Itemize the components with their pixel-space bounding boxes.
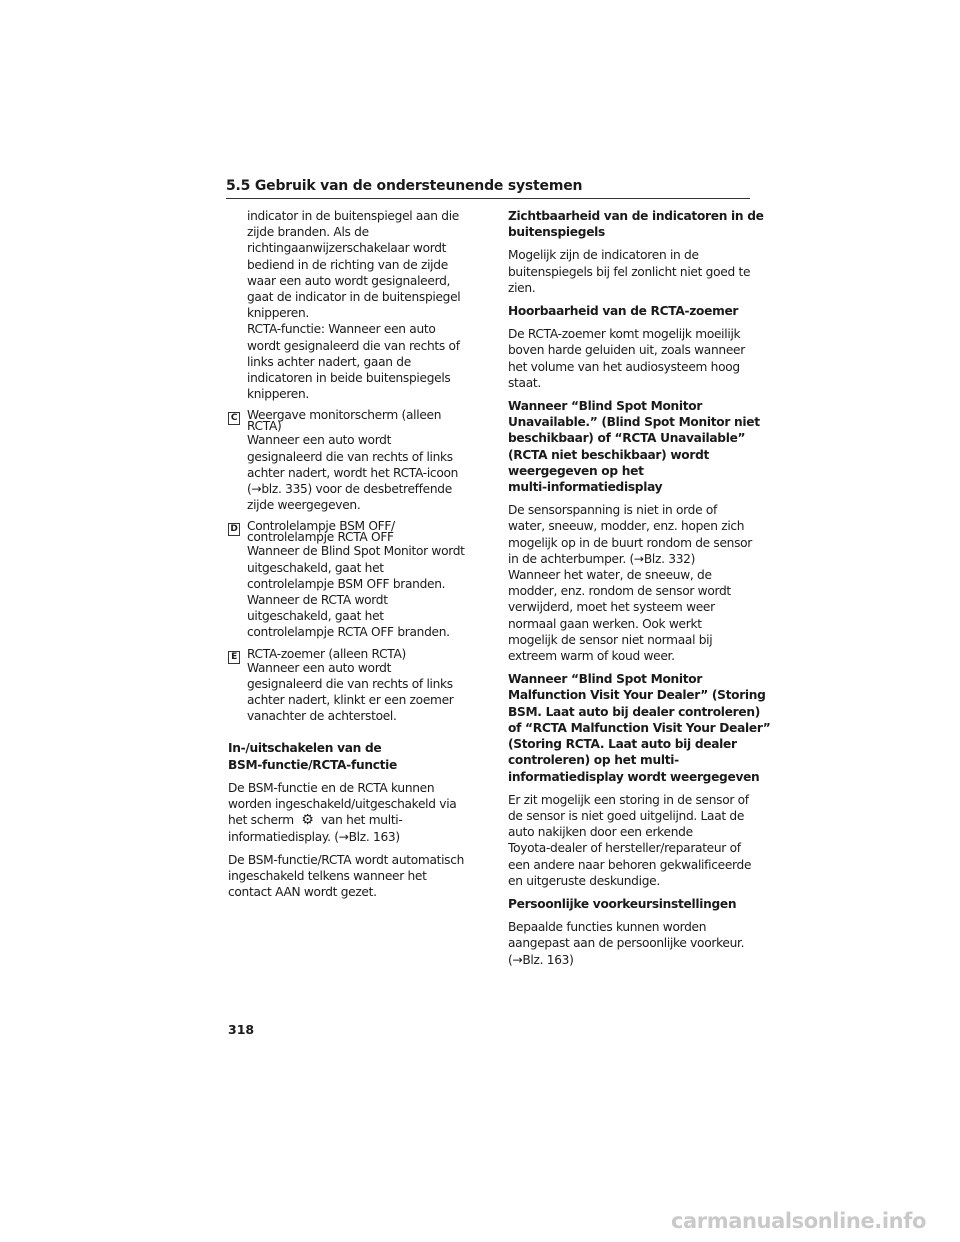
heading-line: beschikbaar) of “RCTA Unavailable” xyxy=(508,431,746,446)
body-line: mogelijk op in de buurt rondom de sensor xyxy=(508,535,753,550)
legend-badge: E xyxy=(228,651,240,664)
body-line: ingeschakeld telkens wanneer het xyxy=(228,868,427,883)
body-line: De BSM-functie/RCTA wordt automatisch xyxy=(228,852,465,867)
heading-line: Wanneer “Blind Spot Monitor xyxy=(508,672,703,687)
body-line: verwijderd, moet het systeem weer xyxy=(508,600,715,615)
section-body xyxy=(508,247,754,296)
body-line: zijde weergegeven. xyxy=(247,498,361,513)
body-line: Wanneer de RCTA wordt xyxy=(247,593,388,608)
heading-line: BSM-functie/RCTA-functie xyxy=(228,757,397,772)
intro-line: wordt gesignaleerd die van rechts of xyxy=(247,338,460,353)
left-column xyxy=(228,208,478,900)
legend-item xyxy=(228,410,478,513)
intro-line: indicator in de buitenspiegel aan die xyxy=(247,209,459,223)
body-line: gesignaleerd die van rechts of links xyxy=(247,676,453,691)
heading-line: BSM. Laat auto bij dealer controleren) xyxy=(508,704,760,719)
body-line: Toyota-dealer of hersteller/reparateur of xyxy=(508,841,741,856)
intro-line: zijde branden. Als de xyxy=(247,225,369,240)
intro-line: RCTA-functie: Wanneer een auto xyxy=(247,322,436,337)
legend-badge: C xyxy=(228,412,240,425)
body-line: en uitgeruste deskundige. xyxy=(508,873,660,888)
onoff-paragraph-2 xyxy=(228,852,478,901)
body-line: aangepast aan de persoonlijke voorkeur. xyxy=(508,936,745,951)
right-column xyxy=(508,208,771,968)
body-line: controlelampje BSM OFF branden. xyxy=(247,576,446,591)
section-heading xyxy=(508,671,771,784)
page-number: 318 xyxy=(228,1022,255,1037)
onoff-heading xyxy=(228,740,478,772)
intro-line: knipperen. xyxy=(247,306,309,321)
body-line: extreem warm of koud weer. xyxy=(508,649,675,664)
intro-line: indicatoren in beide buitenspiegels xyxy=(247,371,451,386)
heading-line: informatiedisplay wordt weergegeven xyxy=(508,769,760,784)
heading-line: multi-informatiedisplay xyxy=(508,480,663,495)
watermark: carmanualsonline.info xyxy=(670,1209,926,1233)
section-header: 5.5 Gebruik van de ondersteunende systemen xyxy=(226,178,750,199)
title-line: Weergave monitorscherm (alleen xyxy=(247,408,442,423)
intro-line: knipperen. xyxy=(247,387,309,402)
body-line: achter nadert, klinkt er een zoemer xyxy=(247,693,454,708)
legend-item-body xyxy=(247,660,478,725)
intro-line: bediend in de richting van de zijde xyxy=(247,257,448,272)
body-line: Er zit mogelijk een storing in de sensor of xyxy=(508,792,749,807)
body-line: De sensorspanning is niet in orde of xyxy=(508,503,718,518)
body-line: mogelijk de sensor niet normaal bij xyxy=(508,632,713,647)
legend-item-body xyxy=(247,543,478,640)
intro-line: waar een auto wordt gesignaleerd, xyxy=(247,273,451,288)
heading-line: controleren) op het multi- xyxy=(508,753,679,768)
heading-line: Persoonlijke voorkeursinstellingen xyxy=(508,896,737,911)
heading-line: (Storing RCTA. Laat auto bij dealer xyxy=(508,737,737,752)
heading-line: Malfunction Visit Your Dealer” (Storing xyxy=(508,688,766,703)
body-line: buitenspiegels bij fel zonlicht niet goed te xyxy=(508,264,751,279)
heading-line: (RCTA niet beschikbaar) wordt xyxy=(508,447,710,462)
section-heading xyxy=(508,398,760,495)
body-line: Wanneer de Blind Spot Monitor wordt xyxy=(247,544,465,559)
body-line: vanachter de achterstoel. xyxy=(247,709,397,724)
section-heading xyxy=(508,303,754,319)
heading-line: Zichtbaarheid van de indicatoren in de xyxy=(508,209,764,223)
body-line: uitgeschakeld, gaat het xyxy=(247,609,384,624)
body-line: De RCTA-zoemer komt mogelijk moeilijk xyxy=(508,327,741,342)
title-line: RCTA) xyxy=(247,419,282,434)
heading-line: Unavailable.” (Blind Spot Monitor niet xyxy=(508,415,760,430)
heading-line: Wanneer “Blind Spot Monitor xyxy=(508,399,703,414)
onoff-paragraph: De BSM-functie en de RCTA kunnen worden ingeschakeld/uitgeschakeld via het scherm ⚙ van het multi- informatiedisplay. (→Blz. 163) xyxy=(228,780,457,844)
legend-item-title xyxy=(247,646,478,661)
heading-line: of “RCTA Malfunction Visit Your Dealer” xyxy=(508,720,771,735)
body-line: Bepaalde functies kunnen worden xyxy=(508,920,707,935)
body-line: het volume van het audiosysteem hoog xyxy=(508,359,740,374)
body-line: auto nakijken door een erkende xyxy=(508,825,693,840)
section-body xyxy=(508,502,754,664)
title-line: Controlelampje BSM OFF/ xyxy=(247,519,395,534)
section-heading xyxy=(508,208,764,240)
body-line: Mogelijk zijn de indicatoren in de xyxy=(508,248,699,263)
legend-item-title xyxy=(247,521,478,543)
intro-text xyxy=(228,208,478,402)
section-body xyxy=(508,919,754,968)
legend-item xyxy=(228,646,478,725)
gear-icon: ⚙ xyxy=(301,812,314,829)
heading-line: weergegeven op het xyxy=(508,463,644,478)
legend-item xyxy=(228,521,478,640)
title-line: controlelampje RCTA OFF xyxy=(247,530,394,545)
body-line: achter nadert, wordt het RCTA-icoon xyxy=(247,465,459,480)
body-line: Wanneer het water, de sneeuw, de xyxy=(508,568,712,583)
body-line: de sensor is niet goed uitgelijnd. Laat de xyxy=(508,808,745,823)
heading-line: Hoorbaarheid van de RCTA-zoemer xyxy=(508,304,739,319)
legend-item-title xyxy=(247,410,478,432)
legend-badge: D xyxy=(228,523,240,536)
body-line: water, sneeuw, modder, enz. hopen zich xyxy=(508,519,745,534)
heading-line: buitenspiegels xyxy=(508,225,605,240)
title-line: RCTA-zoemer (alleen RCTA) xyxy=(247,646,406,661)
body-line: in de achterbumper. (→Blz. 332) xyxy=(508,551,696,566)
legend-items xyxy=(228,410,478,724)
body-line: modder, enz. rondom de sensor wordt xyxy=(508,584,731,599)
body-line: een andere naar behoren gekwalificeerde xyxy=(508,857,752,872)
body-line: gesignaleerd die van rechts of links xyxy=(247,449,453,464)
section-heading xyxy=(508,896,754,912)
intro-line: gaat de indicator in de buitenspiegel xyxy=(247,290,461,305)
body-line: staat. xyxy=(508,375,541,390)
section-body xyxy=(508,792,754,889)
body-line: (→Blz. 163) xyxy=(508,952,574,967)
body-line: boven harde geluiden uit, zoals wanneer xyxy=(508,343,745,358)
body-line: (→blz. 335) voor de desbetreffende xyxy=(247,482,452,497)
body-line: Wanneer een auto wordt xyxy=(247,660,392,675)
body-line: controlelampje RCTA OFF branden. xyxy=(247,625,450,640)
legend-item-body xyxy=(247,432,478,513)
heading-line: In-/uitschakelen van de xyxy=(228,741,382,756)
body-line: contact AAN wordt gezet. xyxy=(228,885,377,900)
body-line: Wanneer een auto wordt xyxy=(247,433,392,448)
intro-line: links achter nadert, gaan de xyxy=(247,354,411,369)
body-line: normaal gaan werken. Ook werkt xyxy=(508,616,702,631)
intro-line: richtingaanwijzerschakelaar wordt xyxy=(247,241,447,256)
body-line: uitgeschakeld, gaat het xyxy=(247,560,384,575)
section-body xyxy=(508,326,754,391)
body-line: zien. xyxy=(508,280,536,295)
